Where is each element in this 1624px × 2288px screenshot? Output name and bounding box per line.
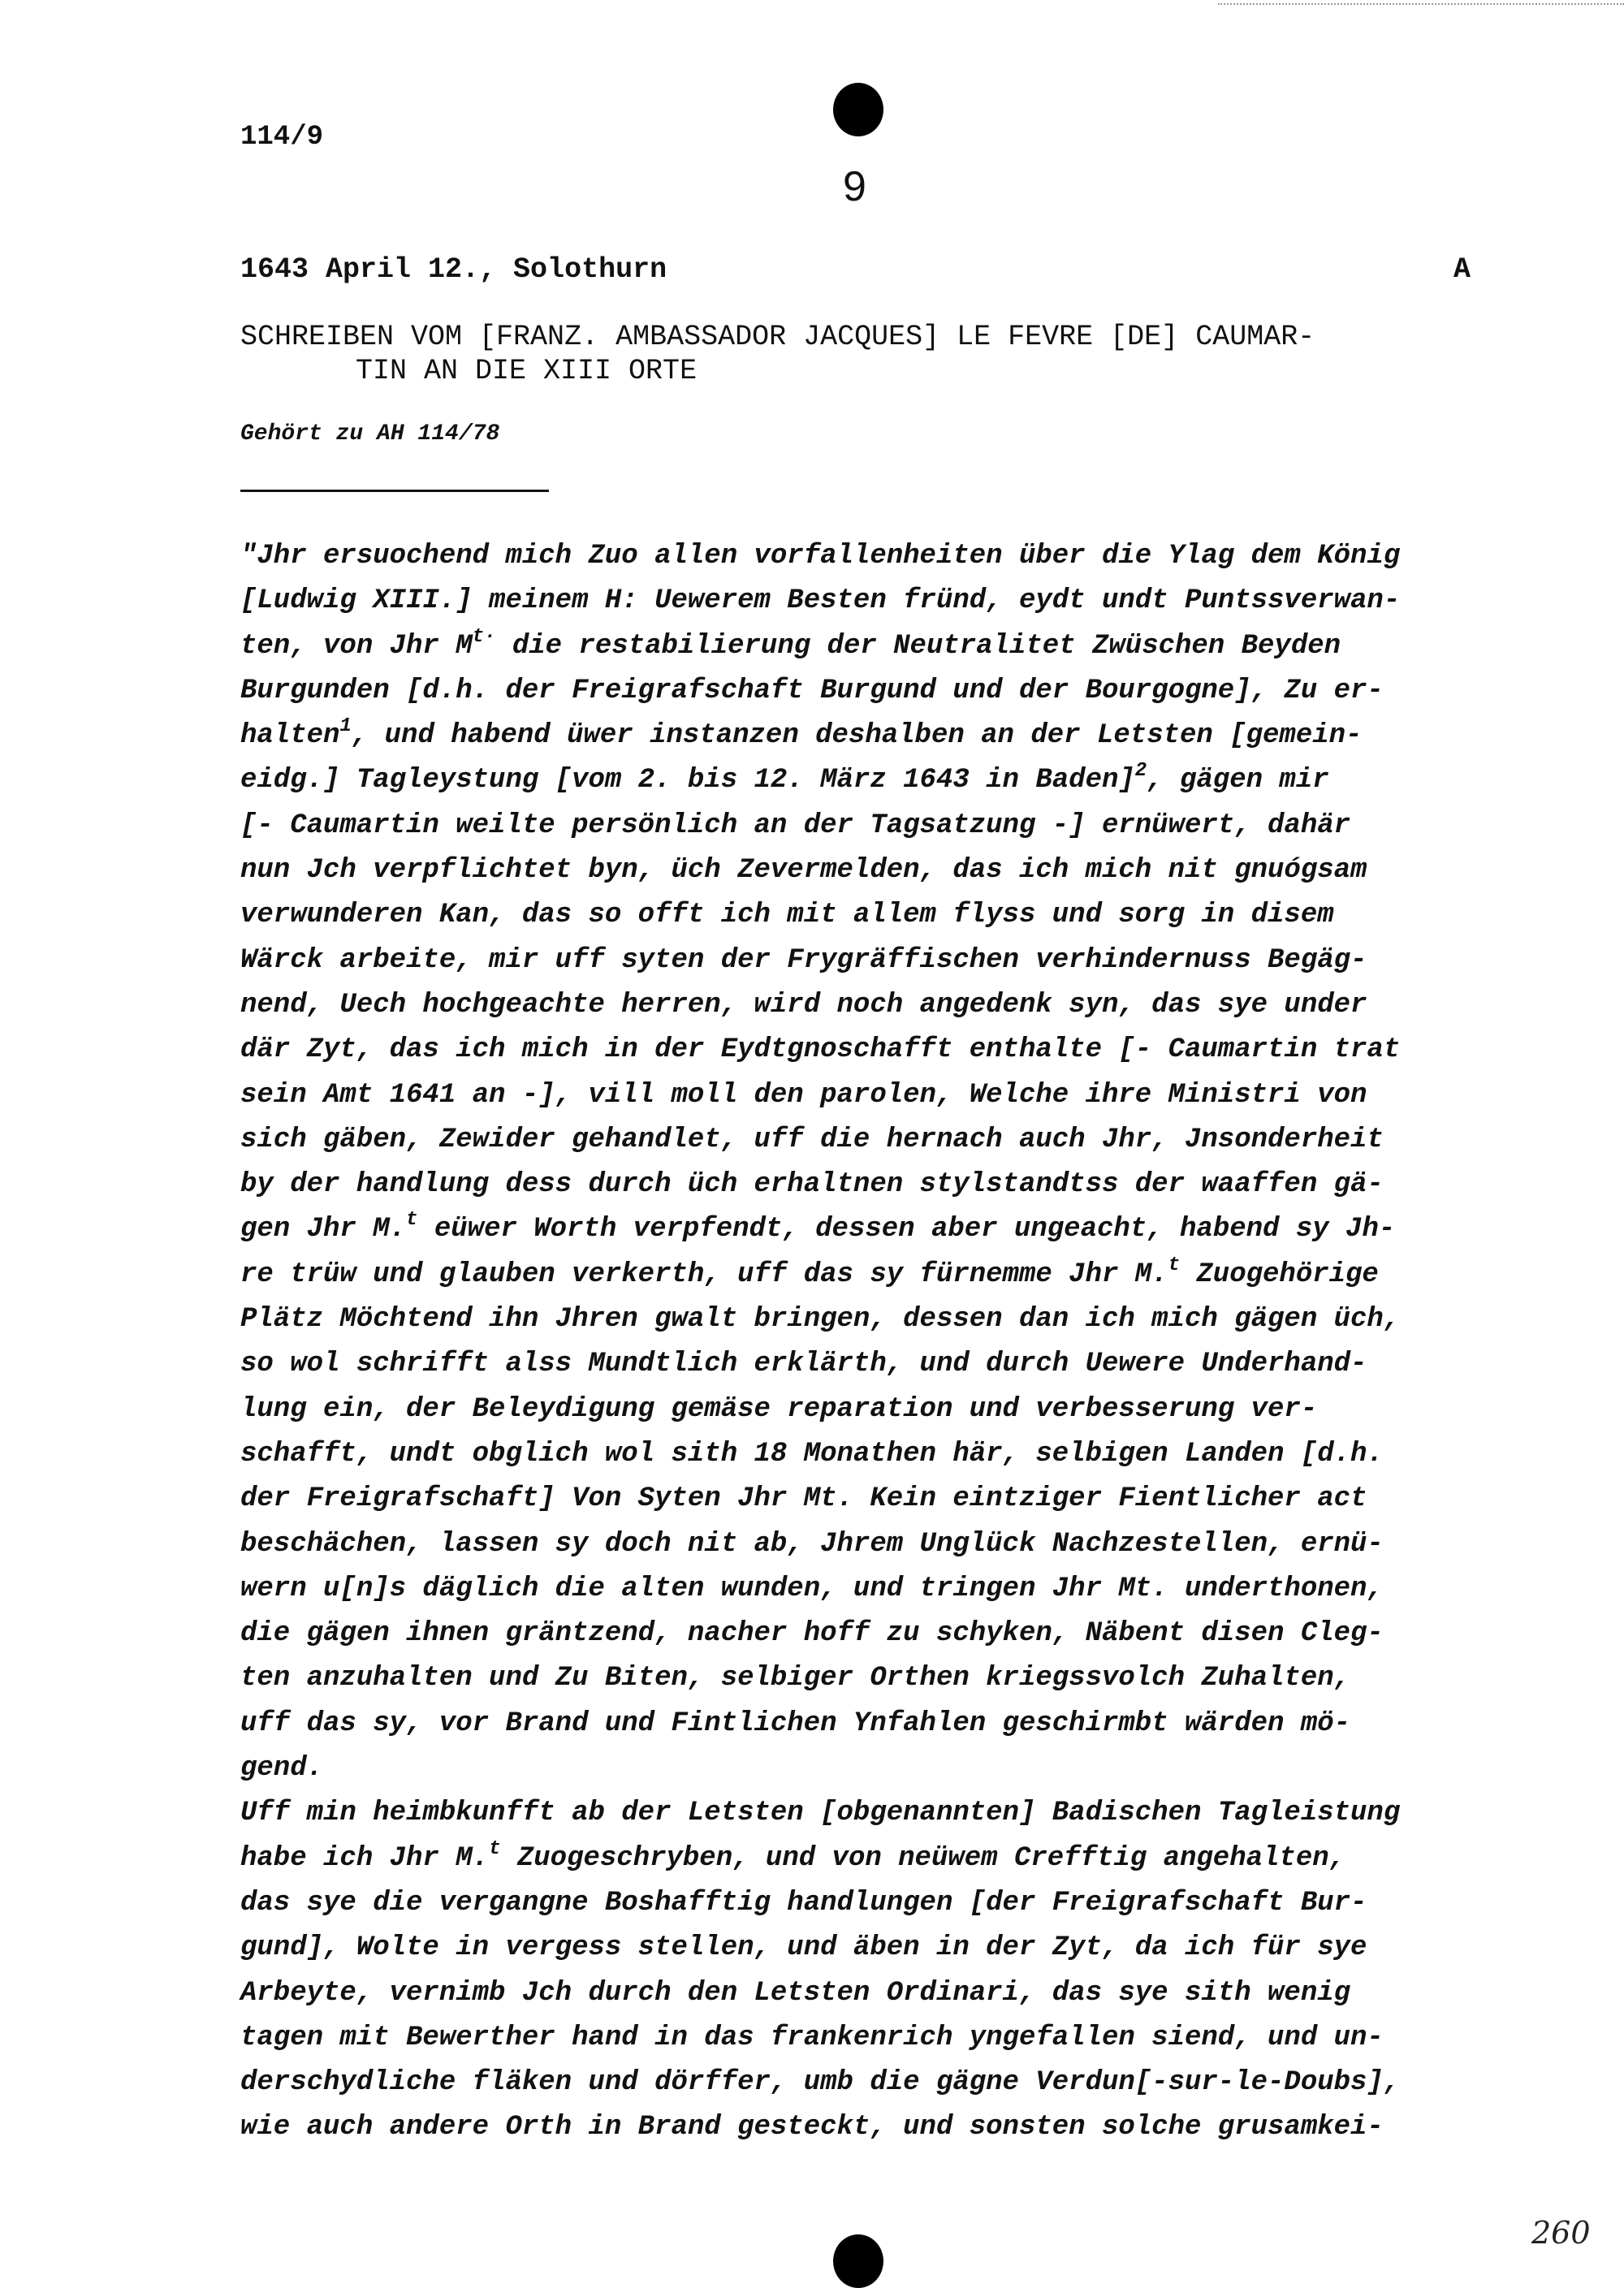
- line-text: eüwer Worth verpfendt, dessen aber ungeacht, habend sy Jh-: [417, 1214, 1396, 1245]
- body-line: [240, 579, 1540, 624]
- body-line: [240, 1028, 1540, 1073]
- line-text: , gägen mir: [1147, 765, 1329, 796]
- body-line: [240, 893, 1540, 938]
- title-line-2: TIN AN DIE XIII ORTE: [356, 355, 698, 387]
- body-line: [240, 1297, 1540, 1342]
- line-text: by der handlung dess durch üch erhaltnen stylstandtss der waaffen gä-: [240, 1169, 1384, 1201]
- line-text: nend, Uech hochgeachte herren, wird noch angedenk syn, das sye under: [240, 989, 1367, 1021]
- date-place-line: 1643 April 12., Solothurn: [240, 253, 667, 286]
- line-text: gund], Wolte in vergess stellen, und äben in der Zyt, da ich für sye: [240, 1932, 1367, 1964]
- line-text: Wärck arbeite, mir uff syten der Frygräffischen verhindernuss Begäg-: [240, 944, 1367, 976]
- body-line: [240, 804, 1540, 848]
- line-text: där Zyt, das ich mich in der Eydtgnoschafft enthalte [- Caumartin trat: [240, 1034, 1401, 1066]
- body-line: [240, 1656, 1540, 1701]
- superscript-mark: t: [1168, 1254, 1180, 1276]
- body-line: [240, 1253, 1540, 1297]
- body-line: [240, 1163, 1540, 1207]
- line-text: Arbeyte, vernimb Jch durch den Letsten Ordinari, das sye sith wenig: [240, 1977, 1351, 2009]
- body-line: [240, 1388, 1540, 1432]
- scan-edge-marks: [1218, 3, 1624, 5]
- line-text: sich gäben, Zewider gehandlet, uff die hernach auch Jhr, Jnsonderheit: [240, 1124, 1384, 1155]
- body-line: [240, 2016, 1540, 2061]
- body-line: [240, 1207, 1540, 1252]
- line-text: die restabilierung der Neutralitet Zwüschen Beyden: [495, 630, 1341, 662]
- body-line: [240, 1837, 1540, 1881]
- body-line: [240, 2061, 1540, 2105]
- line-text: [Ludwig XIII.] meinem H: Uewerem Besten fründ, eydt undt Puntssverwan-: [240, 585, 1401, 617]
- superscript-mark: 1: [339, 715, 352, 738]
- body-line: [240, 1567, 1540, 1612]
- body-line: [240, 1432, 1540, 1477]
- body-line: [240, 1342, 1540, 1387]
- punch-hole-bottom: [833, 2234, 883, 2288]
- title-line-1: SCHREIBEN VOM [FRANZ. AMBASSADOR JACQUES] LE FEVRE [DE] CAUMAR-: [240, 321, 1315, 353]
- body-line: [240, 534, 1540, 579]
- line-text: lung ein, der Beleydigung gemäse reparation und verbesserung ver-: [240, 1393, 1318, 1425]
- line-text: verwunderen Kan, das so offt ich mit allem flyss und sorg in disem: [240, 900, 1334, 931]
- body-line: [240, 714, 1540, 758]
- body-line: [240, 1118, 1540, 1163]
- body-line: [240, 1971, 1540, 2016]
- line-text: das sye die vergangne Boshafftig handlungen [der Freigrafschaft Bur-: [240, 1887, 1367, 1919]
- belongs-to-note: Gehört zu AH 114/78: [240, 421, 500, 447]
- line-text: wern u[n]s däglich die alten wunden, und tringen Jhr Mt. underthonen,: [240, 1573, 1384, 1604]
- body-line: [240, 1477, 1540, 1522]
- line-text: re trüw und glauben verkerth, uff das sy fürnemme Jhr M.: [240, 1258, 1168, 1290]
- line-text: wie auch andere Orth in Brand gesteckt, und sonsten solche grusamkei-: [240, 2112, 1384, 2143]
- body-line: [240, 1791, 1540, 1836]
- body-line: [240, 1746, 1540, 1791]
- line-text: uff das sy, vor Brand und Fintlichen Ynfahlen geschirmbt wärden mö-: [240, 1707, 1351, 1739]
- line-text: [- Caumartin weilte persönlich an der Tagsatzung -] ernüwert, dahär: [240, 809, 1351, 841]
- line-text: Zuogehörige: [1180, 1258, 1379, 1290]
- body-line: [240, 1702, 1540, 1746]
- line-text: der Freigrafschaft] Von Syten Jhr Mt. Kein eintziger Fientlicher act: [240, 1483, 1367, 1515]
- line-text: habe ich Jhr M.: [240, 1842, 490, 1874]
- line-text: tagen mit Bewerther hand in das frankenrich yngefallen siend, und un-: [240, 2022, 1384, 2053]
- body-line: [240, 1522, 1540, 1567]
- separator-rule: [240, 490, 549, 492]
- line-text: Zuogeschryben, und von neüwem Crefftig angehalten,: [500, 1842, 1346, 1874]
- body-line: [240, 848, 1540, 893]
- body-line: [240, 1881, 1540, 1926]
- handwritten-folio-number: 260: [1531, 2215, 1591, 2251]
- superscript-mark: t·: [472, 625, 496, 648]
- body-line: [240, 1073, 1540, 1118]
- superscript-mark: t: [406, 1209, 418, 1232]
- line-text: Uff min heimbkunfft ab der Letsten [obgenannten] Badischen Tagleistung: [240, 1798, 1401, 1829]
- line-text: halten: [240, 720, 340, 752]
- body-line: [240, 983, 1540, 1028]
- line-text: die gägen ihnen gräntzend, nacher hoff zu schyken, Näbent disen Cleg-: [240, 1618, 1384, 1650]
- line-text: , und habend üwer instanzen deshalben an der Letsten [gemein-: [351, 720, 1363, 752]
- punch-hole-top: [833, 83, 883, 136]
- page-number: 9: [843, 163, 866, 210]
- body-line: [240, 2105, 1540, 2150]
- body-line: [240, 1926, 1540, 1971]
- reference-number: 114/9: [240, 122, 324, 153]
- body-line: [240, 624, 1540, 669]
- line-text: schafft, undt obglich wol sith 18 Monathen här, selbigen Landen [d.h.: [240, 1438, 1384, 1470]
- body-line: [240, 758, 1540, 803]
- body-line: [240, 1612, 1540, 1656]
- line-text: beschächen, lassen sy doch nit ab, Jhrem Unglück Nachzestellen, ernü-: [240, 1528, 1384, 1560]
- line-text: Plätz Möchtend ihn Jhren gwalt bringen, dessen dan ich mich gägen üch,: [240, 1304, 1401, 1336]
- line-text: "Jhr ersuochend mich Zuo allen vorfallenheiten über die Ylag dem König: [240, 541, 1401, 572]
- line-text: nun Jch verpflichtet byn, üch Zevermelden, das ich mich nit gnuógsam: [240, 855, 1367, 887]
- body-line: [240, 669, 1540, 714]
- document-title: [240, 320, 1491, 388]
- superscript-mark: 2: [1134, 760, 1147, 783]
- transcription-body: [240, 534, 1540, 2151]
- line-text: eidg.] Tagleystung [vom 2. bis 12. März 1643 in Baden]: [240, 765, 1135, 796]
- line-text: ten, von Jhr M: [240, 630, 473, 662]
- line-text: gen Jhr M.: [240, 1214, 407, 1245]
- line-text: ten anzuhalten und Zu Biten, selbiger Orthen kriegssvolch Zuhalten,: [240, 1663, 1351, 1694]
- line-text: gend.: [240, 1753, 324, 1785]
- superscript-mark: t: [489, 1837, 501, 1860]
- line-text: so wol schrifft alss Mundtlich erklärth, und durch Uewere Underhand-: [240, 1349, 1367, 1380]
- body-line: [240, 939, 1540, 983]
- line-text: derschydliche fläken und dörffer, umb die gägne Verdun[-sur-le-Doubs],: [240, 2067, 1401, 2099]
- version-mark: A: [1453, 253, 1471, 286]
- line-text: Burgunden [d.h. der Freigrafschaft Burgund und der Bourgogne], Zu er-: [240, 675, 1384, 706]
- line-text: sein Amt 1641 an -], vill moll den parolen, Welche ihre Ministri von: [240, 1079, 1367, 1111]
